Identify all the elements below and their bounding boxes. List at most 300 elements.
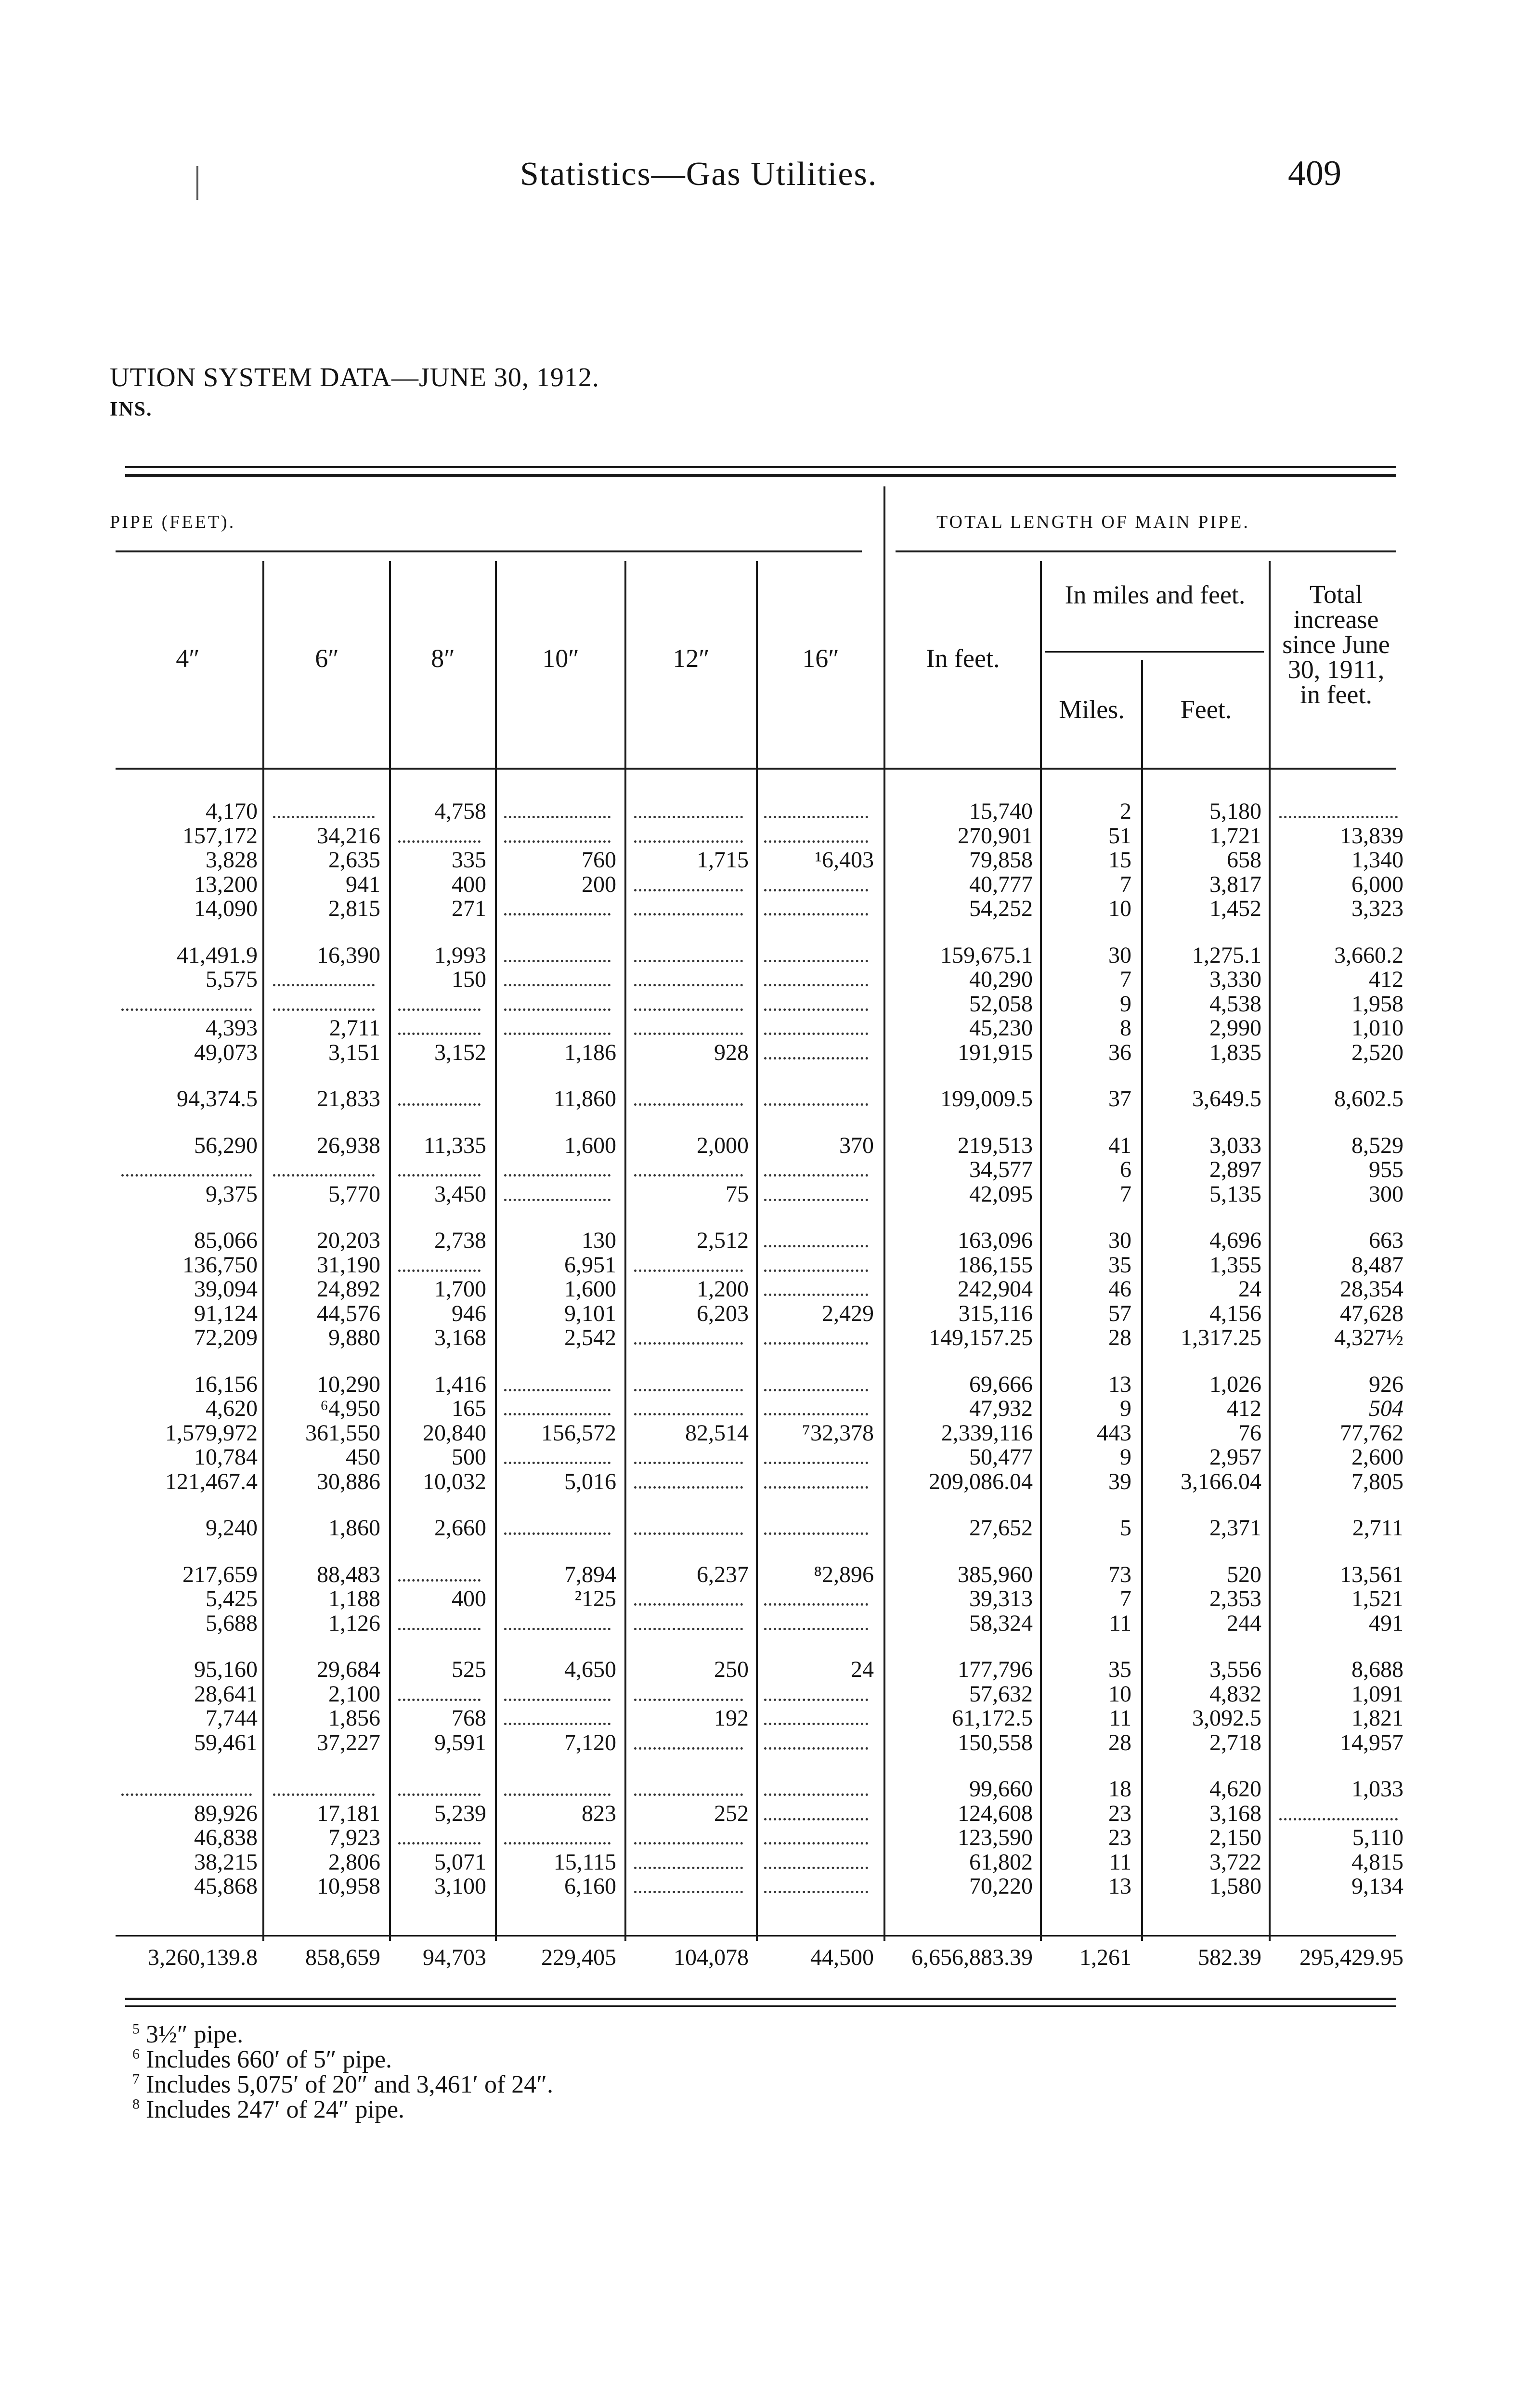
cell-feet: 3,817: [1209, 871, 1261, 897]
leader-dots: [764, 1269, 868, 1272]
leader-dots: [504, 1532, 611, 1535]
footnote-mark: 7: [132, 2071, 140, 2087]
cell-c4: 9,375: [206, 1181, 258, 1207]
cell-total-increase: 663: [1369, 1228, 1403, 1253]
pipe-group-rule: [116, 550, 862, 552]
total-feet: 582.39: [1198, 1945, 1261, 1970]
total-c10: 229,405: [541, 1945, 616, 1970]
cell-in-feet: 52,058: [969, 991, 1033, 1017]
cell-c6: 2,815: [328, 896, 380, 921]
cell-total-increase: 6,000: [1351, 871, 1403, 897]
leader-dots: [764, 1245, 868, 1247]
cell-c8: 500: [452, 1444, 486, 1470]
cell-in-feet: 45,230: [969, 1015, 1033, 1041]
footnote-mark: 8: [132, 2096, 140, 2112]
col-header-miles-and-feet: In miles and feet.: [1065, 580, 1246, 609]
cell-in-feet: 163,096: [958, 1228, 1033, 1253]
cell-c8: 10,032: [423, 1468, 486, 1494]
leader-dots: [398, 1579, 481, 1582]
cell-feet: 1,026: [1209, 1371, 1261, 1397]
total-c12: 104,078: [674, 1945, 749, 1970]
cell-c6: 3,151: [328, 1039, 380, 1065]
cell-c8: 165: [452, 1396, 486, 1421]
total-group-rule: [896, 550, 1396, 552]
leader-dots: [764, 960, 868, 962]
leader-dots: [634, 1389, 743, 1391]
cell-total-increase: 491: [1369, 1610, 1403, 1636]
cell-c8: 2,738: [434, 1228, 486, 1253]
leader-dots: [121, 1793, 252, 1796]
section-subtitle: INS.: [110, 398, 153, 420]
cell-in-feet: 70,220: [969, 1873, 1033, 1899]
leader-dots: [634, 960, 743, 962]
cell-in-feet: 123,590: [958, 1825, 1033, 1850]
leader-dots: [504, 1174, 611, 1177]
cell-c6: 941: [346, 871, 380, 897]
leader-dots: [764, 1486, 868, 1489]
cell-c4: 13,200: [194, 871, 258, 897]
cell-c4: 56,290: [194, 1132, 258, 1158]
cell-miles: 23: [1108, 1800, 1131, 1826]
cell-c4: 7,744: [206, 1705, 258, 1731]
totals-rule: [116, 1935, 1396, 1937]
cell-c4: 4,170: [206, 798, 258, 824]
leader-dots: [634, 1793, 743, 1796]
cell-feet: 1,355: [1209, 1252, 1261, 1278]
leader-dots: [504, 1389, 611, 1391]
cell-miles: 51: [1108, 823, 1131, 849]
cell-c8: 3,152: [434, 1039, 486, 1065]
col-header-6in: 6″: [315, 644, 339, 673]
total-c8: 94,703: [423, 1945, 486, 1970]
cell-in-feet: 150,558: [958, 1729, 1033, 1755]
cell-c10: 130: [582, 1228, 616, 1253]
leader-dots: [504, 1793, 611, 1796]
cell-total-increase: 412: [1369, 967, 1403, 992]
cell-c10: 2,542: [564, 1325, 616, 1350]
cell-feet: 244: [1227, 1610, 1261, 1636]
total-c6: 858,659: [305, 1945, 380, 1970]
page-number: 409: [1288, 154, 1341, 193]
cell-total-increase: 1,340: [1351, 847, 1403, 873]
leader-dots: [634, 1486, 743, 1489]
cell-miles: 23: [1108, 1825, 1131, 1850]
cell-c12: 2,000: [697, 1132, 749, 1158]
leader-dots: [504, 840, 611, 843]
cell-total-increase: 7,805: [1351, 1468, 1403, 1494]
cell-feet: 4,620: [1209, 1776, 1261, 1802]
cell-c8: 4,758: [434, 798, 486, 824]
cell-total-increase: 13,839: [1340, 823, 1403, 849]
cell-feet: 3,649.5: [1192, 1086, 1261, 1112]
header-bottom-rule: [116, 768, 1396, 770]
cell-feet: 1,580: [1209, 1873, 1261, 1899]
leader-dots: [764, 889, 868, 891]
cell-feet: 1,452: [1209, 896, 1261, 921]
cell-miles: 13: [1108, 1873, 1131, 1899]
leader-dots: [504, 1723, 611, 1725]
cell-miles: 37: [1108, 1086, 1131, 1112]
cell-c6: 450: [346, 1444, 380, 1470]
cell-c16: 24: [851, 1657, 874, 1682]
cell-c10: 5,016: [564, 1468, 616, 1494]
leader-dots: [764, 1462, 868, 1464]
cell-total-increase: 300: [1369, 1181, 1403, 1207]
leader-dots: [634, 913, 743, 916]
cell-in-feet: 40,290: [969, 967, 1033, 992]
leader-dots: [398, 1842, 481, 1845]
cell-feet: 3,166.04: [1181, 1468, 1261, 1494]
cell-feet: 5,180: [1209, 798, 1261, 824]
footnote-text: 3½″ pipe.: [140, 2021, 244, 2048]
cell-total-increase: 3,323: [1351, 896, 1403, 921]
cell-c6: 37,227: [317, 1729, 380, 1755]
leader-dots: [634, 1532, 743, 1535]
cell-miles: 2: [1120, 798, 1131, 824]
leader-dots: [764, 816, 868, 818]
leader-dots: [634, 1867, 743, 1869]
cell-c4: 49,073: [194, 1039, 258, 1065]
cell-c6: 361,550: [305, 1420, 380, 1446]
leader-dots: [634, 1033, 743, 1035]
cell-c8: 335: [452, 847, 486, 873]
section-title: UTION SYSTEM DATA—JUNE 30, 1912.: [110, 363, 599, 393]
leader-dots: [764, 1033, 868, 1035]
cell-in-feet: 54,252: [969, 896, 1033, 921]
cell-total-increase: 14,957: [1340, 1729, 1403, 1755]
group-heading-total-length: TOTAL LENGTH OF MAIN PIPE.: [936, 512, 1250, 532]
cell-total-increase: 47,628: [1340, 1300, 1403, 1326]
leader-dots: [764, 1793, 868, 1796]
cell-c10: 7,894: [564, 1561, 616, 1587]
cell-c12: 192: [714, 1705, 749, 1731]
cell-total-increase: 2,600: [1351, 1444, 1403, 1470]
leader-dots: [634, 1413, 743, 1415]
cell-total-increase: 9,134: [1351, 1873, 1403, 1899]
cell-c4: 121,467.4: [165, 1468, 258, 1494]
cell-c6: 1,856: [328, 1705, 380, 1731]
cell-c4: 157,172: [182, 823, 258, 849]
cell-miles: 46: [1108, 1276, 1131, 1302]
cell-in-feet: 270,901: [958, 823, 1033, 849]
divider-miles-feet: [1141, 660, 1143, 1941]
cell-feet: 5,135: [1209, 1181, 1261, 1207]
cell-total-increase: 77,762: [1340, 1420, 1403, 1446]
cell-total-increase: 955: [1369, 1157, 1403, 1182]
cell-miles: 8: [1120, 1015, 1131, 1041]
leader-dots: [1279, 1818, 1398, 1820]
leader-dots: [504, 1628, 611, 1630]
leader-dots: [398, 1628, 481, 1630]
cell-miles: 30: [1108, 1228, 1131, 1253]
cell-c4: 14,090: [194, 896, 258, 921]
cell-c12: 928: [714, 1039, 749, 1065]
cell-c16: ⁸2,896: [814, 1561, 874, 1587]
total-c4: 3,260,139.8: [148, 1945, 258, 1970]
cell-c8: 525: [452, 1657, 486, 1682]
col-header-10in: 10″: [542, 644, 579, 673]
cell-feet: 1,721: [1209, 823, 1261, 849]
leader-dots: [764, 1389, 868, 1391]
cell-miles: 9: [1120, 991, 1131, 1017]
cell-c6: 1,860: [328, 1515, 380, 1541]
cell-in-feet: 124,608: [958, 1800, 1033, 1826]
cell-c8: 3,168: [434, 1325, 486, 1350]
cell-miles: 5: [1120, 1515, 1131, 1541]
leader-dots: [764, 1103, 868, 1106]
footnote: [132, 2045, 392, 2074]
leader-dots: [504, 1008, 611, 1011]
cell-total-increase: 926: [1369, 1371, 1403, 1397]
cell-in-feet: 2,339,116: [941, 1420, 1033, 1446]
cell-total-increase: 8,487: [1351, 1252, 1403, 1278]
cell-c8: 2,660: [434, 1515, 486, 1541]
leader-dots: [634, 1103, 743, 1106]
cell-in-feet: 57,632: [969, 1681, 1033, 1707]
cell-in-feet: 58,324: [969, 1610, 1033, 1636]
leader-dots: [504, 1462, 611, 1464]
cell-feet: 1,275.1: [1192, 942, 1261, 968]
col-header-feet: Feet.: [1180, 695, 1232, 724]
cell-c16: 370: [839, 1132, 874, 1158]
leader-dots: [764, 1174, 868, 1177]
group-heading-pipe: PIPE (FEET).: [110, 512, 236, 532]
cell-total-increase: 1,521: [1351, 1586, 1403, 1611]
cell-c4: 91,124: [194, 1300, 258, 1326]
leader-dots: [504, 913, 611, 916]
cell-c4: 217,659: [182, 1561, 258, 1587]
cell-miles: 9: [1120, 1396, 1131, 1421]
cell-c6: 44,576: [317, 1300, 380, 1326]
cell-c4: 94,374.5: [177, 1086, 258, 1112]
leader-dots: [398, 1793, 481, 1796]
leader-dots: [504, 816, 611, 818]
cell-total-increase: 1,958: [1351, 991, 1403, 1017]
leader-dots: [634, 1269, 743, 1272]
bottom-rule-2: [125, 2005, 1396, 2007]
leader-dots: [764, 1723, 868, 1725]
cell-c4: 9,240: [206, 1515, 258, 1541]
footnote: [132, 2095, 404, 2124]
cell-feet: 4,832: [1209, 1681, 1261, 1707]
leader-dots: [634, 1891, 743, 1893]
cell-feet: 2,897: [1209, 1157, 1261, 1182]
cell-c6: ⁶4,950: [320, 1396, 380, 1421]
cell-c12: 2,512: [697, 1228, 749, 1253]
cell-total-increase: 13,561: [1340, 1561, 1403, 1587]
leader-dots: [634, 1842, 743, 1845]
leader-dots: [634, 1174, 743, 1177]
cell-c8: 1,700: [434, 1276, 486, 1302]
cell-in-feet: 385,960: [958, 1561, 1033, 1587]
cell-feet: 520: [1227, 1561, 1261, 1587]
cell-c4: 45,868: [194, 1873, 258, 1899]
cell-feet: 3,330: [1209, 967, 1261, 992]
cell-c4: 89,926: [194, 1800, 258, 1826]
leader-dots: [764, 840, 868, 843]
cell-c4: 3,828: [206, 847, 258, 873]
cell-c6: 16,390: [317, 942, 380, 968]
cell-feet: 2,353: [1209, 1586, 1261, 1611]
cell-c6: 20,203: [317, 1228, 380, 1253]
cell-total-increase: 504: [1369, 1396, 1403, 1421]
cell-c10: 156,572: [541, 1420, 616, 1446]
cell-in-feet: 199,009.5: [940, 1086, 1033, 1112]
bottom-rule-1: [125, 1998, 1396, 2000]
cell-c10: 823: [582, 1800, 616, 1826]
cell-c6: 24,892: [317, 1276, 380, 1302]
cell-c8: 400: [452, 1586, 486, 1611]
cell-feet: 1,835: [1209, 1039, 1261, 1065]
cell-c16: ¹6,403: [815, 847, 874, 873]
cell-c6: 34,216: [317, 823, 380, 849]
cell-miles: 7: [1120, 1586, 1131, 1611]
cell-in-feet: 47,932: [969, 1396, 1033, 1421]
cell-total-increase: 5,110: [1352, 1825, 1403, 1850]
cell-feet: 412: [1227, 1396, 1261, 1421]
cell-miles: 73: [1108, 1561, 1131, 1587]
cell-feet: 1,317.25: [1181, 1325, 1261, 1350]
leader-dots: [273, 1793, 375, 1796]
leader-dots: [764, 1199, 868, 1201]
leader-dots: [398, 840, 481, 843]
col-header-8in: 8″: [431, 644, 455, 673]
cell-c6: 1,126: [328, 1610, 380, 1636]
leader-dots: [764, 1532, 868, 1535]
cell-c4: 1,579,972: [165, 1420, 258, 1446]
cell-c8: 150: [452, 967, 486, 992]
cell-c4: 46,838: [194, 1825, 258, 1850]
cell-c10: 4,650: [564, 1657, 616, 1682]
cell-total-increase: 2,711: [1352, 1515, 1403, 1541]
cell-c8: 946: [452, 1300, 486, 1326]
cell-total-increase: 1,033: [1351, 1776, 1403, 1802]
cell-feet: 2,990: [1209, 1015, 1261, 1041]
cell-miles: 9: [1120, 1444, 1131, 1470]
cell-miles: 28: [1108, 1729, 1131, 1755]
footnote-text: Includes 660′ of 5″ pipe.: [140, 2046, 392, 2073]
leader-dots: [764, 1342, 868, 1345]
cell-c10: ²125: [574, 1586, 616, 1611]
leader-dots: [504, 1842, 611, 1845]
cell-in-feet: 209,086.04: [929, 1468, 1033, 1494]
cell-c4: 95,160: [194, 1657, 258, 1682]
footnote-text: Includes 5,075′ of 20″ and 3,461′ of 24″.: [140, 2071, 553, 2098]
cell-c12: 6,203: [697, 1300, 749, 1326]
cell-miles: 6: [1120, 1157, 1131, 1182]
cell-c4: 4,393: [206, 1015, 258, 1041]
leader-dots: [764, 1747, 868, 1750]
col-header-16in: 16″: [802, 644, 839, 673]
cell-c4: 136,750: [182, 1252, 258, 1278]
top-rule-thick: [125, 474, 1396, 477]
cell-feet: 24: [1238, 1276, 1261, 1302]
total-in-feet: 6,656,883.39: [911, 1945, 1033, 1970]
leader-dots: [634, 1462, 743, 1464]
leader-dots: [634, 840, 743, 843]
col-header-in-feet: In feet.: [926, 644, 1000, 673]
cell-feet: 2,150: [1209, 1825, 1261, 1850]
cell-in-feet: 219,513: [958, 1132, 1033, 1158]
cell-c8: 3,450: [434, 1181, 486, 1207]
leader-dots: [634, 1628, 743, 1630]
cell-c4: 41,491.9: [177, 942, 258, 968]
leader-dots: [764, 984, 868, 986]
leader-dots: [504, 984, 611, 986]
cell-c8: 400: [452, 871, 486, 897]
leader-dots: [764, 1818, 868, 1820]
cell-c4: 59,461: [194, 1729, 258, 1755]
cell-c6: 10,958: [317, 1873, 380, 1899]
cell-c8: 20,840: [423, 1420, 486, 1446]
leader-dots: [504, 1699, 611, 1701]
cell-c10: 200: [582, 871, 616, 897]
cell-c10: 6,160: [564, 1873, 616, 1899]
divider-group: [883, 486, 885, 1941]
cell-c8: 768: [452, 1705, 486, 1731]
cell-feet: 4,156: [1209, 1300, 1261, 1326]
leader-dots: [764, 1413, 868, 1415]
cell-in-feet: 99,660: [969, 1776, 1033, 1802]
cell-c6: 7,923: [328, 1825, 380, 1850]
leader-dots: [398, 1103, 481, 1106]
leader-dots: [398, 1033, 481, 1035]
cell-c6: 1,188: [328, 1586, 380, 1611]
leader-dots: [634, 1008, 743, 1011]
cell-in-feet: 42,095: [969, 1181, 1033, 1207]
cell-total-increase: 1,821: [1351, 1705, 1403, 1731]
cell-miles: 57: [1108, 1300, 1131, 1326]
leader-dots: [121, 1008, 252, 1011]
top-rule-thin: [125, 466, 1396, 468]
miles-feet-subrule: [1045, 651, 1264, 653]
total-c16: 44,500: [810, 1945, 874, 1970]
leader-dots: [764, 1294, 868, 1296]
cell-feet: 3,722: [1209, 1849, 1261, 1875]
footnote-text: Includes 247′ of 24″ pipe.: [140, 2096, 405, 2123]
cell-in-feet: 40,777: [969, 871, 1033, 897]
leader-dots: [764, 1008, 868, 1011]
cell-miles: 35: [1108, 1657, 1131, 1682]
cell-c4: 39,094: [194, 1276, 258, 1302]
cell-c6: 29,684: [317, 1657, 380, 1682]
cell-total-increase: 1,091: [1351, 1681, 1403, 1707]
cell-feet: 658: [1227, 847, 1261, 873]
leader-dots: [273, 1174, 375, 1177]
leader-dots: [634, 984, 743, 986]
cell-c6: 88,483: [317, 1561, 380, 1587]
cell-feet: 3,556: [1209, 1657, 1261, 1682]
cell-c4: 16,156: [194, 1371, 258, 1397]
leader-dots: [634, 816, 743, 818]
cell-c8: 5,071: [434, 1849, 486, 1875]
cell-in-feet: 315,116: [958, 1300, 1033, 1326]
cell-c6: 2,100: [328, 1681, 380, 1707]
footnote-mark: 6: [132, 2046, 140, 2062]
cell-c6: 5,770: [328, 1181, 380, 1207]
leader-dots: [273, 984, 375, 986]
cell-c8: 9,591: [434, 1729, 486, 1755]
cell-c16: 2,429: [822, 1300, 874, 1326]
cell-c4: 5,575: [206, 967, 258, 992]
cell-c6: 21,833: [317, 1086, 380, 1112]
leader-dots: [634, 1603, 743, 1606]
cell-in-feet: 177,796: [958, 1657, 1033, 1682]
cell-miles: 36: [1108, 1039, 1131, 1065]
leader-dots: [764, 1603, 868, 1606]
cell-feet: 3,168: [1209, 1800, 1261, 1826]
cell-c4: 4,620: [206, 1396, 258, 1421]
